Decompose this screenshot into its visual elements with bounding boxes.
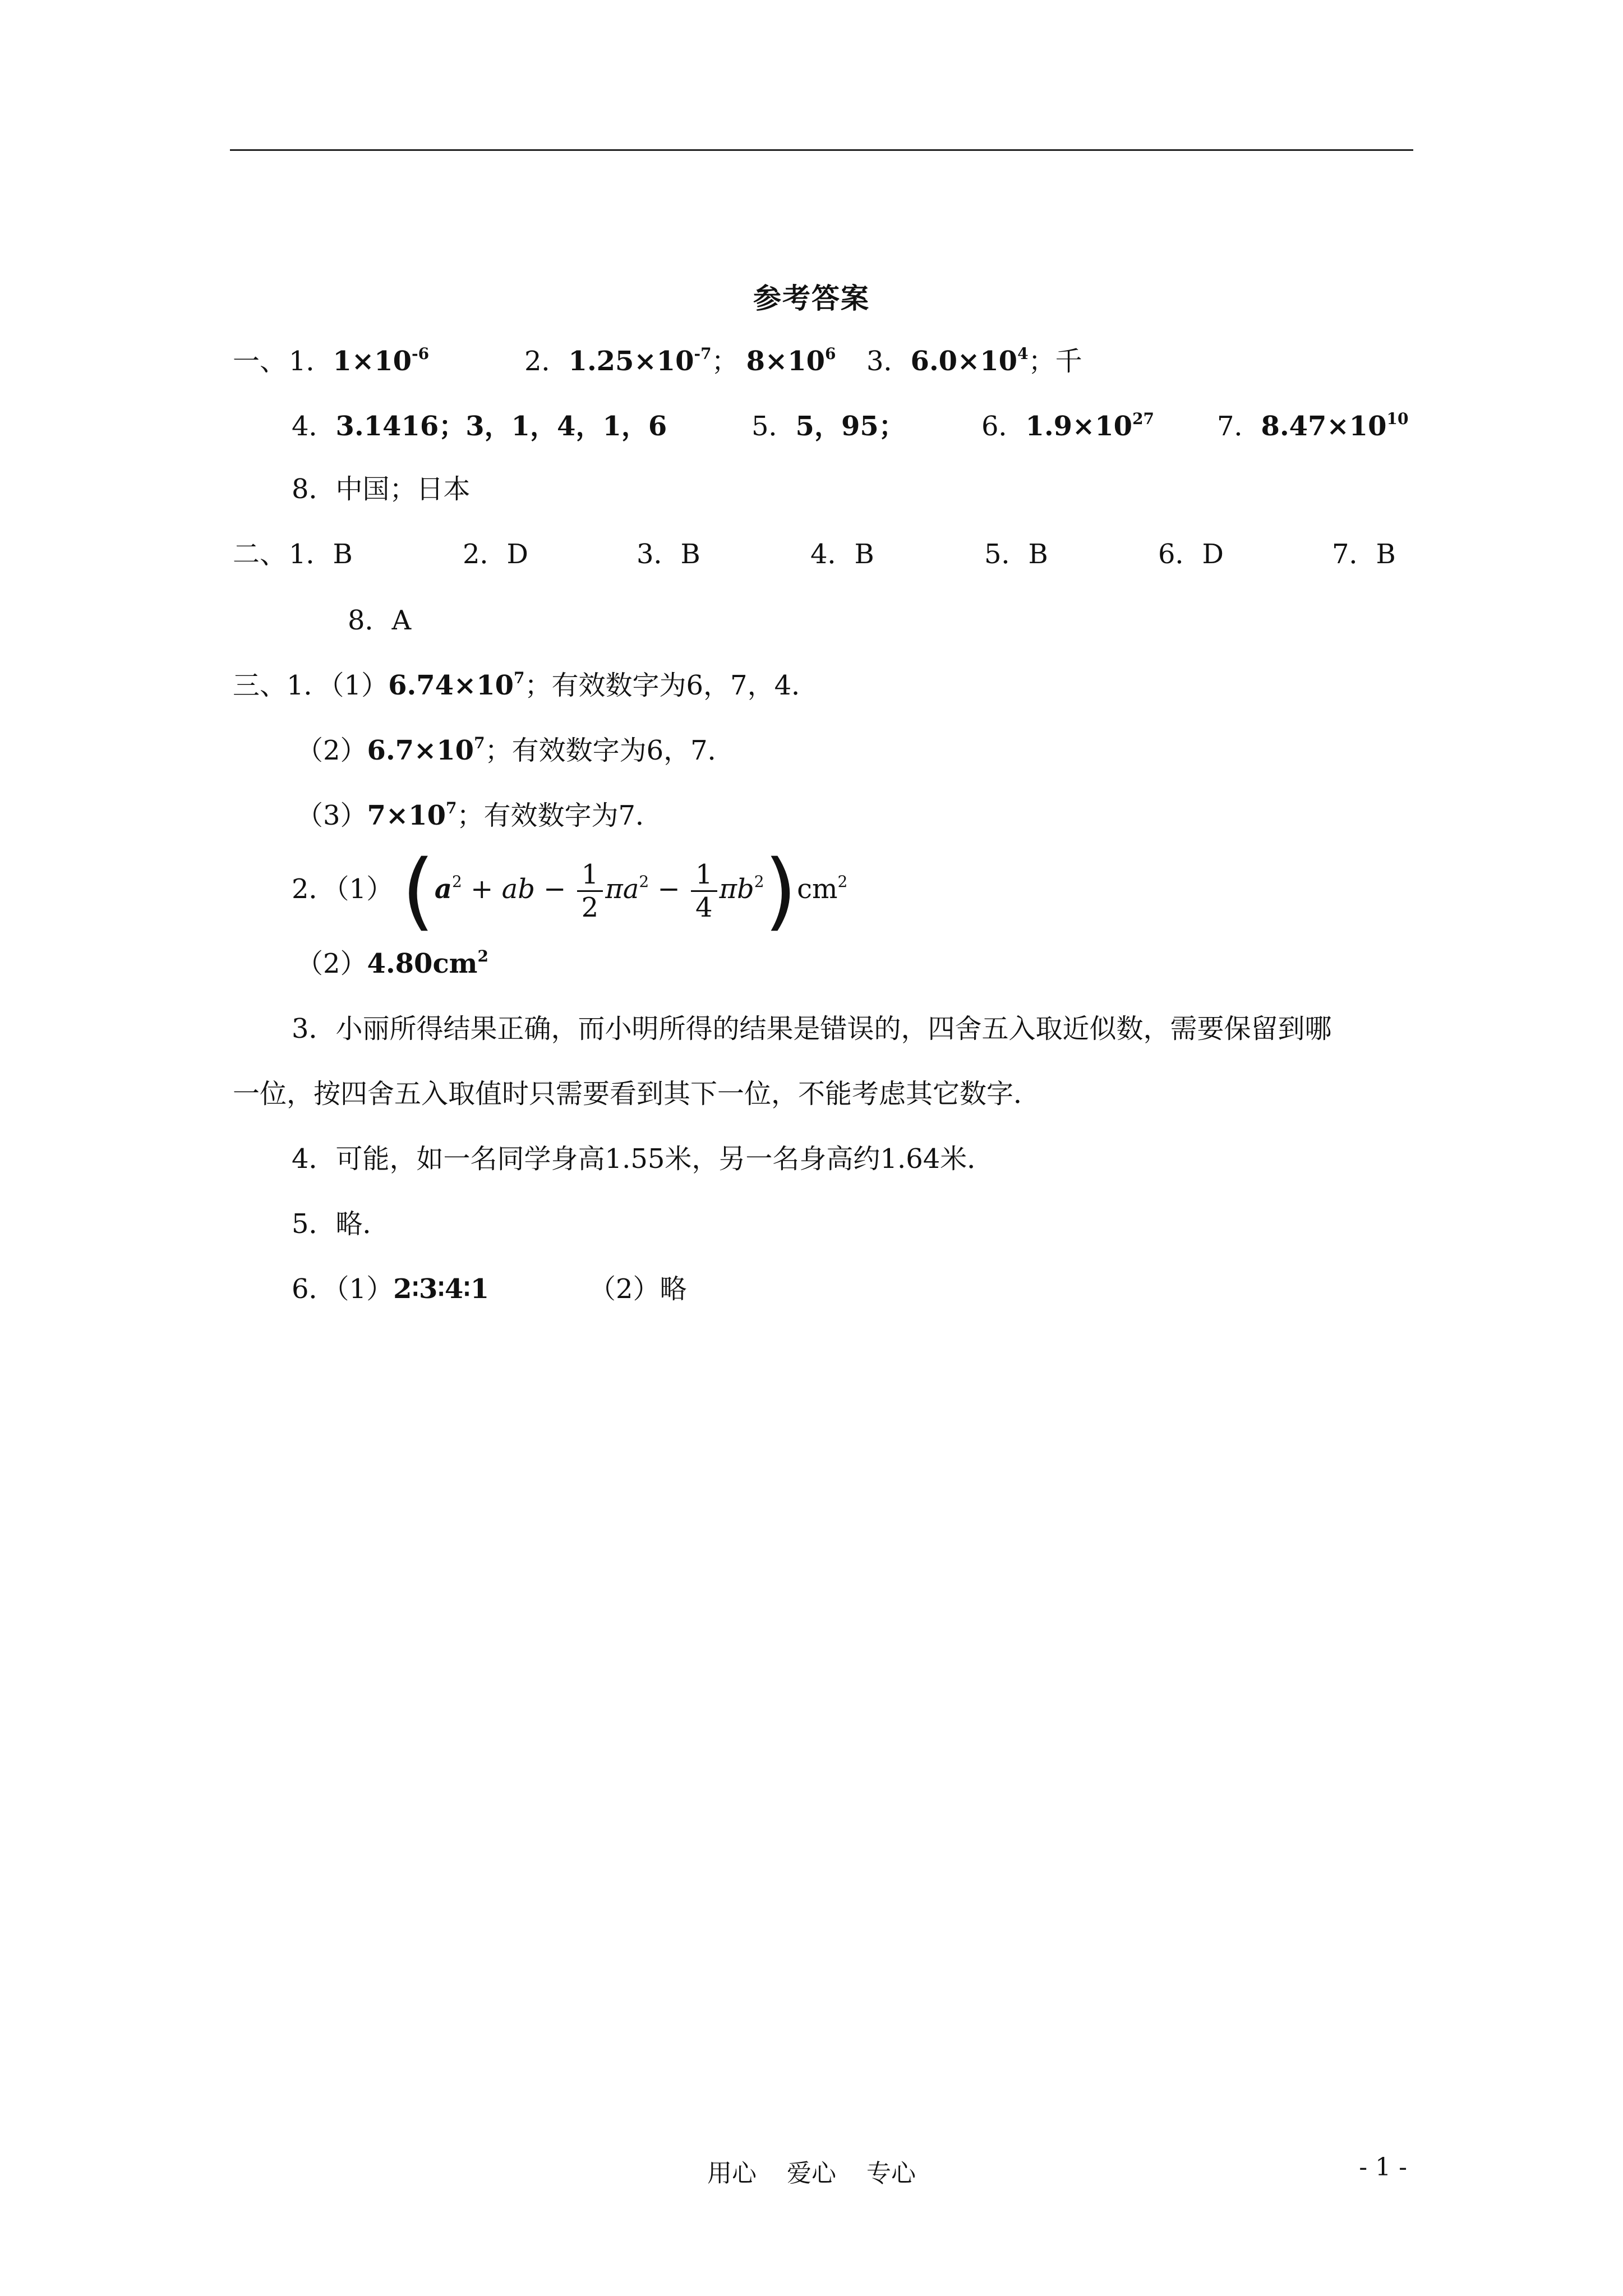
section1-label: 一、 <box>233 346 287 377</box>
answer-2-4: 4．B <box>810 539 874 570</box>
answer-1-1: 1．$1\times 10^{-6}$ <box>289 344 430 377</box>
answer-3-2-1: 2．（1） ($a^2$ + ab − $\frac{1}{2}$ $\pi a^2$ − $\frac{1}{4}$ $\pi b^2)cm^2$ <box>292 842 848 940</box>
footer-slogan: 用心 爱心 专心 <box>707 2159 916 2188</box>
answer-1-4: 4．3.1416；3，1，4，1，6 <box>292 411 667 442</box>
answer-3-1-3: $(3)7\times 10^7$；有效数字为7． <box>296 799 662 831</box>
answer-1-7: 7．$8.47\times 10^{10}$ <box>1217 409 1409 442</box>
section3-label: 三、 <box>233 670 287 701</box>
answer-2-8: 8．A <box>348 605 412 636</box>
header-rule <box>230 149 1413 151</box>
answer-1-5: 5．5，95； <box>751 411 906 442</box>
answer-1-8: 8．中国；日本 <box>292 473 471 505</box>
answer-1-2: 2．$1.25\times 10^{-7}$； $8\times 10^6$ <box>524 344 836 377</box>
answer-1-3: 3．$6.0\times 10^4$；千 <box>866 344 1082 377</box>
answer-2-6: 6．D <box>1158 539 1224 570</box>
answer-3-4: 4．可能，如一名同学身高1.55米，另一名身高约1.64米． <box>292 1143 994 1175</box>
answer-3-1-2: $(2)6.7\times 10^7$；有效数字为6，7． <box>296 734 735 766</box>
formula: ($a^2$ + ab − $\frac{1}{2}$ $\pi a^2$ − $\frac{1}{4}$ $\pi b^2)cm^2$ <box>402 842 848 940</box>
answer-3-1-1: 三、1．$(1)6.74\times 10^7$；有效数字为6，7，4． <box>233 669 819 701</box>
answer-1-6: 6．$1.9\times 10^{27}$ <box>981 409 1155 442</box>
answer-2-1: 1．B <box>289 539 353 570</box>
answer-3-3-line1: 3．小丽所得结果正确，而小明所得的结果是错误的，四舍五入取近似数，需要保留到哪 <box>292 1013 1332 1045</box>
section2-label: 二、 <box>233 539 287 570</box>
page-title: 参考答案 <box>753 282 870 315</box>
answer-3-5: 5．略． <box>292 1208 390 1240</box>
answer-2-7: 7．B <box>1332 539 1396 570</box>
answer-3-3-line2: 一位，按四舍五入取值时只需要看到其下一位，不能考虑其它数字． <box>233 1078 1041 1110</box>
answer-2-3: 3．B <box>637 539 700 570</box>
answer-2-5: 5．B <box>984 539 1048 570</box>
answer-2-2: 2．D <box>463 539 529 570</box>
page-number: - 1 - <box>1359 2153 1407 2182</box>
answer-3-2-2: $(2)4.80cm^2$ <box>296 947 488 979</box>
